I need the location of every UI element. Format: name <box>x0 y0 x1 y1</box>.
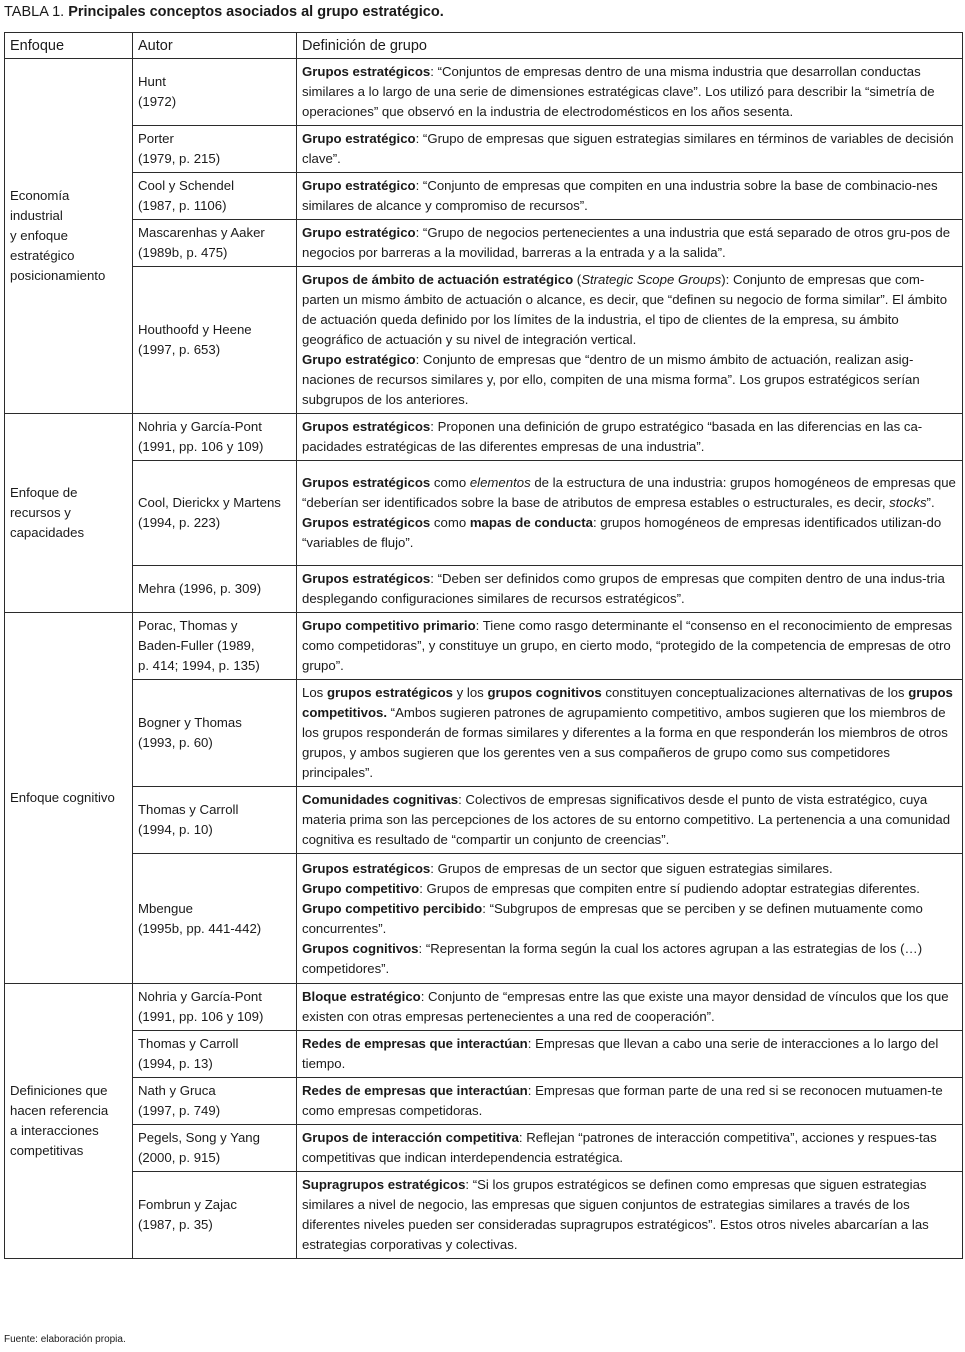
definition-text: : “Grupo de empresas que siguen estrategias similares en términos de variables de decisión clave”. <box>302 131 954 166</box>
definicion-cell <box>297 173 963 220</box>
table-row <box>5 566 963 613</box>
term-bold: Redes de empresas que interactúan <box>302 1083 528 1098</box>
definition-text: : “Conjunto de empresas que compiten en una industria sobre la base de combinacio-nes similares de alcance y compromiso de recursos”. <box>302 178 938 213</box>
table-row <box>5 1172 963 1259</box>
term-bold: Grupo estratégico <box>302 352 416 367</box>
term-bold: Grupos de interacción competitiva <box>302 1130 519 1145</box>
definicion-paragraph <box>302 129 957 169</box>
header-enfoque: Enfoque <box>5 33 133 59</box>
autor-cell <box>133 680 297 787</box>
term-bold: Grupos cognitivos <box>302 940 419 956</box>
definition-text: de la estructura de una industria: grupos homogéneos de empresas que “deberían ser identificados sobre la base de atributos de empresa estables o estructurales, es decir, <box>302 475 956 510</box>
term-bold: Grupo competitivo primario <box>302 618 476 633</box>
table-row <box>5 787 963 854</box>
definicion-paragraph <box>302 616 957 676</box>
definition-text: : Conjunto de “empresas entre las que existe una mayor densidad de vínculos que los que existen con otras empresas pertenecientes a una red de cooperación”. <box>302 989 949 1024</box>
definicion-cell <box>297 854 963 984</box>
definition-text: : “Representan la forma según la cual los actores agrupan a las estrategias de los (…) competidores”. <box>302 940 923 976</box>
definition-text: : Tiene como rasgo determinante el “consenso en el reconocimiento de empresas como competidoras”, y constituye un grupo, en cierto modo, “protegido de la competencia de empresas de otro grupo”. <box>302 618 953 673</box>
table-row <box>5 59 963 126</box>
autor-cell <box>133 126 297 173</box>
autor-line: (1994, p. 10) <box>138 822 213 837</box>
definicion-paragraph <box>302 473 957 513</box>
autor-line: (1979, p. 215) <box>138 151 221 166</box>
autor-line: (1972) <box>138 94 177 109</box>
definicion-paragraph <box>302 176 957 216</box>
enfoque-line: a interacciones <box>10 1123 99 1138</box>
definition-text: : Reflejan “patrones de interacción competitiva”, acciones y respues-tas competitivas que indican interdependencia estratégica. <box>302 1130 937 1165</box>
autor-line: (1991, pp. 106 y 109) <box>138 439 264 454</box>
autor-line: Nath y Gruca <box>138 1083 216 1098</box>
table-row <box>5 173 963 220</box>
autor-cell <box>133 414 297 461</box>
autor-cell <box>133 1125 297 1172</box>
autor-line: Porac, Thomas y <box>138 618 238 633</box>
autor-line: Bogner y Thomas <box>138 715 242 730</box>
term-italic: elementos <box>469 475 531 490</box>
definition-text: Los <box>302 685 327 700</box>
definicion-paragraph <box>302 1128 957 1168</box>
definicion-paragraph <box>302 417 957 457</box>
table-row <box>5 126 963 173</box>
autor-cell <box>133 613 297 680</box>
definition-text: ”. <box>926 495 935 510</box>
autor-line: (2000, p. 915) <box>138 1150 221 1165</box>
definition-text: : “Si los grupos estratégicos se definen como empresas que siguen estrategias similares a nivel de negocio, las empresas que siguen conjuntos de estrategias similares a través de los diferentes niveles pueden ser consideradas supragrupos estratégicos”. Estos otros niveles abarcarían a las estrategias corporativas y colectivas. <box>302 1177 929 1252</box>
term-italic: Strategic Scope Groups <box>581 272 722 287</box>
term-bold: Grupo estratégico <box>302 178 416 193</box>
definicion-cell <box>297 566 963 613</box>
concepts-table <box>4 32 963 1259</box>
definicion-paragraph <box>302 1081 957 1121</box>
definicion-paragraph <box>302 683 957 783</box>
enfoque-line: capacidades <box>10 525 85 540</box>
definition-text: y los <box>453 685 488 700</box>
definition-text: ( <box>573 272 582 287</box>
definicion-paragraph <box>302 223 957 263</box>
enfoque-cell <box>5 414 133 613</box>
definicion-paragraph <box>302 790 957 850</box>
definition-text: : “Subgrupos de empresas que se perciben y se definen mutuamente como concurrentes”. <box>302 900 923 936</box>
enfoque-line: competitivas <box>10 1143 84 1158</box>
definicion-cell <box>297 414 963 461</box>
table-row <box>5 267 963 414</box>
term-bold: Bloque estratégico <box>302 989 421 1004</box>
caption-label: TABLA 1. <box>4 4 65 20</box>
definicion-cell <box>297 787 963 854</box>
definition-text: “Ambos sugieren patrones de agrupamiento competitivo, ambos sugieren que los miembros de los grupos responderán de formas similares y diferentes a la forma en que responderán los miembros de otros grupos, y ambos sugieren que los gerentes ven a sus compañeros de grupo como sus competidores principales”. <box>302 705 948 780</box>
definicion-paragraph <box>302 987 957 1027</box>
autor-line: (1997, p. 749) <box>138 1103 221 1118</box>
definicion-cell <box>297 220 963 267</box>
term-bold: Grupos estratégicos <box>302 571 431 586</box>
table-row <box>5 461 963 566</box>
enfoque-line: industrial <box>10 208 63 223</box>
autor-cell <box>133 267 297 414</box>
definition-text: como <box>430 475 470 490</box>
autor-line: Houthoofd y Heene <box>138 322 252 337</box>
term-bold: Grupos estratégicos <box>302 64 431 79</box>
term-bold: Grupos estratégicos <box>302 475 431 490</box>
autor-line: Mascarenhas y Aaker <box>138 225 265 240</box>
term-bold: Comunidades cognitivas <box>302 792 459 807</box>
term-bold: Grupo competitivo percibido <box>302 900 483 916</box>
definition-text: : Proponen una definición de grupo estratégico “basada en las diferencias en las ca-pacidades estratégicas de las diferentes empresas de una industria”. <box>302 419 923 454</box>
term-bold: Grupo estratégico <box>302 225 416 240</box>
definition-text: : Empresas que llevan a cabo una serie de interacciones a lo largo del tiempo. <box>302 1036 939 1071</box>
definicion-paragraph <box>302 513 957 553</box>
term-bold: Grupo competitivo <box>302 880 420 896</box>
enfoque-line: Economía <box>10 188 70 203</box>
definition-text: : “Grupo de negocios pertenecientes a una industria que está separado de otros gru-pos de negocios por barreras a la movilidad, barreras a la entrada y a la salida”. <box>302 225 951 260</box>
autor-line: Baden-Fuller (1989, <box>138 638 255 653</box>
definicion-paragraph <box>302 569 957 609</box>
enfoque-line: y enfoque <box>10 228 68 243</box>
term-bold: grupos cognitivos <box>487 685 602 700</box>
definicion-paragraph <box>302 879 957 899</box>
definicion-cell <box>297 126 963 173</box>
autor-line: Cool, Dierickx y Martens <box>138 495 281 510</box>
definition-text: como <box>430 515 470 530</box>
autor-line: Pegels, Song y Yang <box>138 1130 260 1145</box>
definition-text: : Empresas que forman parte de una red si se reconocen mutuamen-te como empresas competidoras. <box>302 1083 943 1118</box>
autor-line: Mehra (1996, p. 309) <box>138 581 262 596</box>
definicion-cell <box>297 59 963 126</box>
autor-line: (1994, p. 13) <box>138 1056 213 1071</box>
definicion-cell <box>297 1078 963 1125</box>
source-note: Fuente: elaboración propia. <box>4 1334 126 1345</box>
definition-text: ): Conjunto de empresas que com-parten un mismo ámbito de actuación o alcance, es decir, que “definen su negocio de forma similar”. El ámbito de actuación queda definido por los límites de la industria, el tipo de clientes de la empresa, su ámbito geográfico de actuación y su nivel de integración vertical. <box>302 272 948 347</box>
autor-line: Thomas y Carroll <box>138 802 239 817</box>
table-body <box>5 59 963 1259</box>
term-italic: stocks <box>889 495 927 510</box>
definicion-paragraph <box>302 1175 957 1255</box>
table-row <box>5 1078 963 1125</box>
enfoque-line: Definiciones que <box>10 1083 108 1098</box>
table-row <box>5 854 963 984</box>
autor-line: Nohria y García-Pont <box>138 419 262 434</box>
definicion-cell <box>297 1125 963 1172</box>
enfoque-line: Enfoque cognitivo <box>10 790 115 805</box>
table-row <box>5 1031 963 1078</box>
autor-line: (1994, p. 223) <box>138 515 221 530</box>
table-row <box>5 613 963 680</box>
autor-cell <box>133 854 297 984</box>
definicion-paragraph <box>302 270 957 350</box>
term-bold: Grupos estratégicos <box>302 515 431 530</box>
definition-text: : Conjunto de empresas que “dentro de un mismo ámbito de actuación, realizan asig-naciones de recursos similares y, por ello, compiten de una misma forma”. Los grupos estratégicos serían subgrupos de los anteriores. <box>302 352 920 407</box>
term-bold: Redes de empresas que interactúan <box>302 1036 528 1051</box>
autor-line: Thomas y Carroll <box>138 1036 239 1051</box>
autor-cell <box>133 59 297 126</box>
definicion-paragraph <box>302 859 957 879</box>
enfoque-line: estratégico <box>10 248 75 263</box>
definicion-paragraph <box>302 899 957 939</box>
caption-title: Principales conceptos asociados al grupo estratégico. <box>68 4 444 20</box>
definicion-cell <box>297 613 963 680</box>
definition-text: : Colectivos de empresas significativos desde el punto de vista estratégico, cuya materia prima son las percepciones de los actores de su entorno competitivo. La pertenencia a una comunidad cognitiva es resultado de “compartir un conjunto de creencias”. <box>302 792 951 847</box>
table-row <box>5 220 963 267</box>
autor-cell <box>133 566 297 613</box>
definition-text: : “Conjuntos de empresas dentro de una misma industria que desarrollan conductas similares a lo largo de una serie de dimensiones estratégicas clave”. Los utilizó para describir la “simetría de operaciones” que observó en la industria de electrodomésticos en los años sesenta. <box>302 64 935 119</box>
definicion-cell <box>297 680 963 787</box>
term-bold: mapas de conducta <box>469 515 593 530</box>
autor-cell <box>133 787 297 854</box>
autor-line: Mbengue <box>138 900 193 916</box>
enfoque-cell <box>5 984 133 1259</box>
autor-line: p. 414; 1994, p. 135) <box>138 658 260 673</box>
autor-line: Fombrun y Zajac <box>138 1197 237 1212</box>
enfoque-cell <box>5 613 133 984</box>
header-definicion: Definición de grupo <box>297 33 963 59</box>
definition-text: : “Deben ser definidos como grupos de empresas que compiten dentro de una indus-tria desplegando configuraciones similares de recursos estratégicos”. <box>302 571 945 606</box>
definition-text: : Grupos de empresas que compiten entre sí pudiendo adoptar estrategias diferentes. <box>419 880 920 896</box>
autor-cell <box>133 1172 297 1259</box>
autor-line: (1993, p. 60) <box>138 735 213 750</box>
autor-cell <box>133 173 297 220</box>
autor-line: Cool y Schendel <box>138 178 235 193</box>
autor-line: Porter <box>138 131 174 146</box>
autor-line: (1995b, pp. 441-442) <box>138 920 262 936</box>
enfoque-line: Enfoque de <box>10 485 78 500</box>
definition-text: : Grupos de empresas de un sector que siguen estrategias similares. <box>430 860 833 876</box>
autor-cell <box>133 1031 297 1078</box>
definicion-cell <box>297 1172 963 1259</box>
autor-line: (1987, p. 1106) <box>138 198 227 213</box>
term-bold: Grupo estratégico <box>302 131 416 146</box>
header-row <box>5 33 963 59</box>
enfoque-line: posicionamiento <box>10 268 106 283</box>
table-row <box>5 1125 963 1172</box>
enfoque-line: hacen referencia <box>10 1103 109 1118</box>
term-bold: Grupos estratégicos <box>302 419 431 434</box>
definicion-paragraph <box>302 939 957 979</box>
definition-text: : grupos homogéneos de empresas identificados utilizan-do “variables de flujo”. <box>302 515 942 550</box>
autor-line: (1989b, p. 475) <box>138 245 228 260</box>
autor-line: Nohria y García-Pont <box>138 989 262 1004</box>
table-caption <box>4 2 444 22</box>
definicion-paragraph <box>302 350 957 410</box>
term-bold: grupos estratégicos <box>326 685 453 700</box>
autor-line: (1991, pp. 106 y 109) <box>138 1009 264 1024</box>
definicion-cell <box>297 984 963 1031</box>
definition-text: constituyen conceptualizaciones alternativas de los <box>601 685 909 700</box>
definicion-cell <box>297 1031 963 1078</box>
header-autor: Autor <box>133 33 297 59</box>
autor-line: Hunt <box>138 74 166 89</box>
table-row <box>5 414 963 461</box>
table-row <box>5 984 963 1031</box>
term-bold: Grupos estratégicos <box>302 860 431 876</box>
autor-cell <box>133 984 297 1031</box>
autor-line: (1997, p. 653) <box>138 342 221 357</box>
enfoque-cell <box>5 59 133 414</box>
autor-line: (1987, p. 35) <box>138 1217 213 1232</box>
table-row <box>5 680 963 787</box>
definicion-cell <box>297 267 963 414</box>
enfoque-line: recursos y <box>10 505 71 520</box>
autor-cell <box>133 220 297 267</box>
definicion-paragraph <box>302 62 957 122</box>
definicion-cell <box>297 461 963 566</box>
definicion-paragraph <box>302 1034 957 1074</box>
autor-cell <box>133 1078 297 1125</box>
term-bold: Grupos de ámbito de actuación estratégico <box>302 272 574 287</box>
autor-cell <box>133 461 297 566</box>
term-bold: Supragrupos estratégicos <box>302 1177 466 1192</box>
term-bold: grupos competitivos. <box>302 685 953 720</box>
